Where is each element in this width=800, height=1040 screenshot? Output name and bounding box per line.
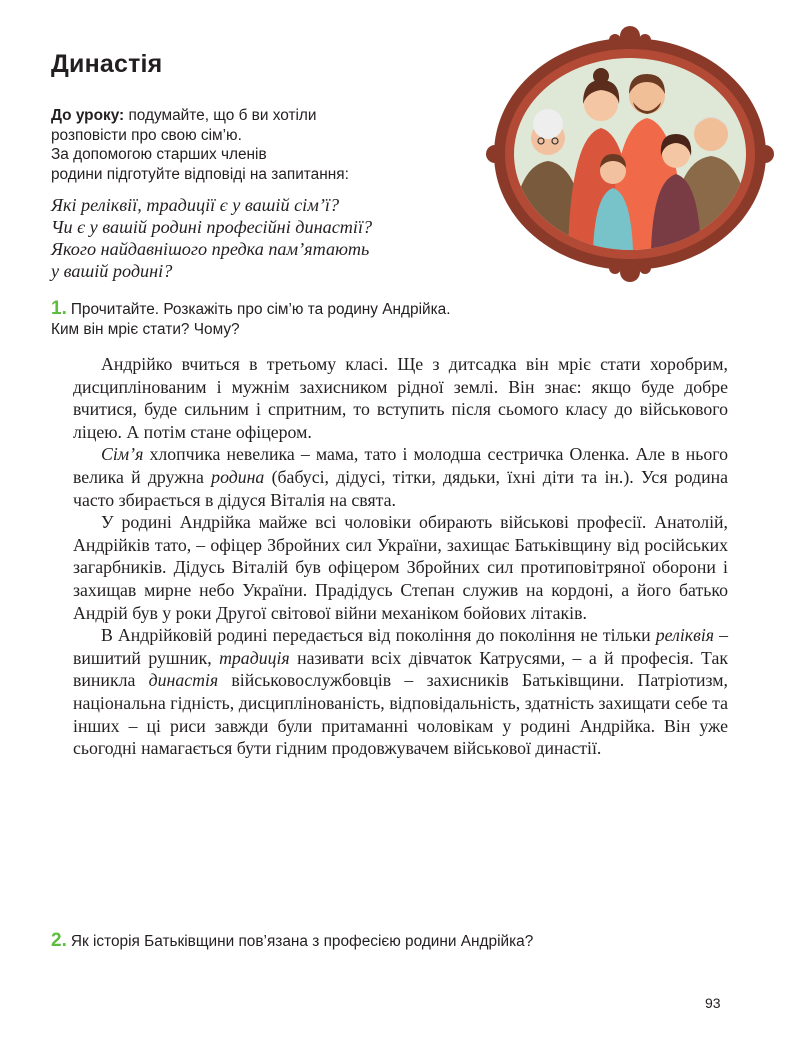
story-text-span: (бабусі, дідусі, тітки, дядьки, їхні діти та ін.). Уся родина часто збирається в дідуся Віталія на свята. <box>73 466 728 510</box>
story-text <box>73 353 728 760</box>
family-portrait-illustration <box>483 16 777 286</box>
intro-line-4: родини підготуйте відповіді на запитання: <box>51 165 349 183</box>
task-number: 2. <box>51 930 67 951</box>
task-number: 1. <box>51 298 67 319</box>
story-text-span: військовослужбовців – захисників Батьківщини. Патріотизм, національна гідність, дисциплінованість, відповідальність, здатність захищати себе та інших – ці риси завжди були притаманні чоловікам у родині Андрійка. Він уже сьогодні намагається бути гідним продовжувачем військової династії. <box>73 670 728 759</box>
story-paragraph <box>73 624 728 760</box>
story-paragraph: Андрійко вчиться в третьому класі. Ще з дитсадка він мріє стати хоробрим, дисциплінованим і мужнім захисником рідної землі. Він знає: якщо буде добре вчитися, буде сильним і спритним, то вступить після сьомого класу до військового ліцею. А потім стане офіцером. <box>73 354 728 442</box>
question: Якого найдавнішого предка пам’ятають <box>51 239 370 259</box>
page-number: 93 <box>705 995 721 1011</box>
intro-line-3: За допомогою старших членів <box>51 146 267 163</box>
task-1 <box>51 299 611 339</box>
story-text-span: В Андрійковій родині передається від покоління до покоління не тільки <box>101 625 656 646</box>
term-relic: реліквія <box>655 625 715 646</box>
term-family: Сім’я <box>101 444 144 465</box>
task-2 <box>51 931 751 952</box>
story-paragraph <box>73 443 728 511</box>
term-kin: родина <box>211 466 265 487</box>
story-paragraph: У родині Андрійка майже всі чоловіки обирають військові професії. Анатолій, Андрійків тато, – офіцер Збройних сил України, захищає Батьківщину від російських загарбників. Дідусь Віталій був офіцером Збройних сил протиповітряної оборони і захищав мирне небо України. Прадідусь Степан служив на кордоні, а його батько Андрій був у роки Другої світової війни механіком бойових літаків. <box>73 512 728 623</box>
intro-line-2: розповісти про свою сім’ю. <box>51 126 242 144</box>
term-dynasty: династія <box>148 670 219 691</box>
lesson-intro <box>51 106 471 184</box>
question: у вашій родині? <box>51 261 173 281</box>
task-2-text: Як історія Батьківщини пов’язана з професією родини Андрійка? <box>70 933 534 950</box>
question: Чи є у вашій родині професійні династії? <box>51 217 373 237</box>
story-text-span: називати всіх дівчаток Катрусями, – а й професія. Так виникла <box>73 647 728 691</box>
task-1-line-1: Прочитайте. Розкажіть про сім’ю та родину Андрійка. <box>70 301 451 318</box>
discussion-questions <box>51 194 511 282</box>
intro-label: До уроку: <box>51 107 125 124</box>
intro-line-1: подумайте, що б ви хотіли <box>128 107 317 124</box>
story-text-span: – вишитий рушник, <box>73 625 728 668</box>
page-title: Династія <box>51 50 163 78</box>
story-text-span: хлопчика невелика – мама, тато і молодша сестричка Оленка. Але в нього велика й дружна <box>73 444 728 487</box>
question: Які реліквії, традиції є у вашій сім’ї? <box>51 195 340 215</box>
term-tradition: традиція <box>219 647 290 668</box>
task-1-line-2: Ким він мріє стати? Чому? <box>51 320 240 338</box>
